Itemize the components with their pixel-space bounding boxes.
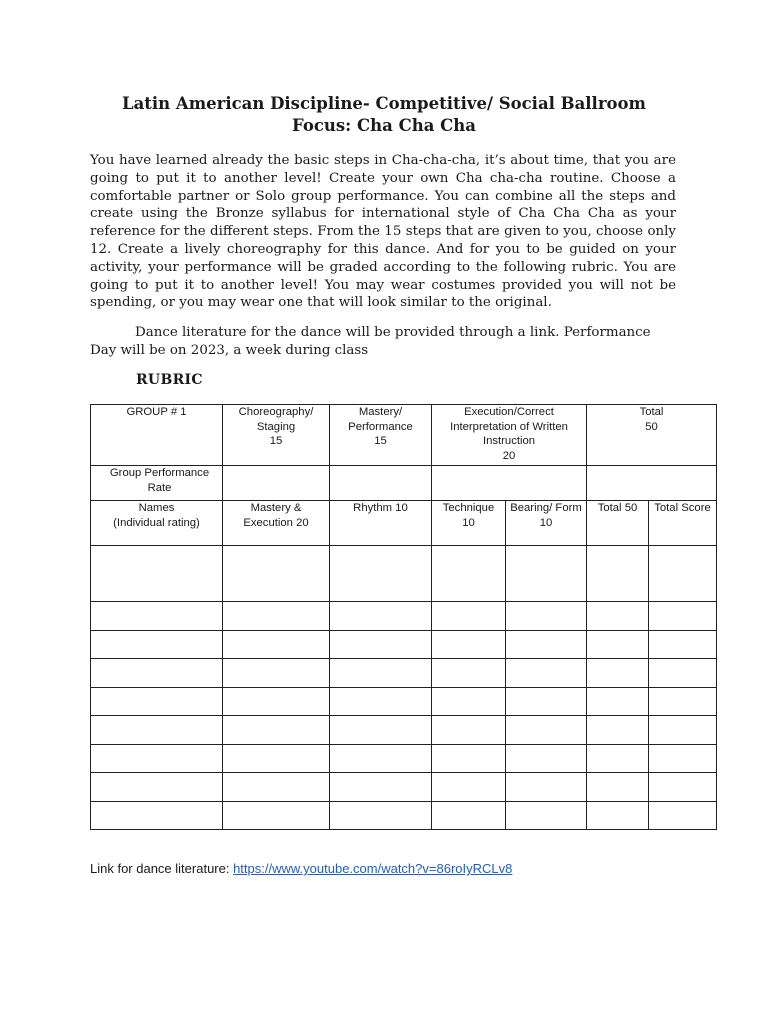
table-row bbox=[91, 773, 717, 802]
table-cell[interactable] bbox=[432, 466, 587, 501]
table-cell[interactable] bbox=[223, 773, 330, 802]
table-cell[interactable] bbox=[432, 631, 506, 659]
table-row bbox=[91, 688, 717, 716]
rubric-heading: RUBRIC bbox=[136, 372, 203, 388]
table-cell[interactable] bbox=[223, 716, 330, 745]
header-mastery-execution: Mastery & Execution 20 bbox=[223, 501, 330, 546]
table-cell[interactable] bbox=[506, 659, 587, 688]
table-cell[interactable] bbox=[506, 631, 587, 659]
table-row bbox=[91, 716, 717, 745]
table-row bbox=[91, 745, 717, 773]
table-cell[interactable] bbox=[649, 688, 717, 716]
table-cell[interactable] bbox=[649, 716, 717, 745]
table-cell[interactable] bbox=[330, 602, 432, 631]
table-cell[interactable] bbox=[330, 716, 432, 745]
table-cell[interactable] bbox=[587, 466, 717, 501]
table-cell[interactable] bbox=[91, 546, 223, 602]
group-performance-row bbox=[91, 466, 717, 501]
header-execution: Execution/Correct Interpretation of Written Instruction 20 bbox=[432, 405, 587, 466]
table-cell[interactable] bbox=[587, 602, 649, 631]
table-cell[interactable] bbox=[432, 659, 506, 688]
names-label: Names (Individual rating) bbox=[91, 501, 223, 546]
table-cell[interactable] bbox=[432, 745, 506, 773]
table-cell[interactable] bbox=[432, 602, 506, 631]
header-rhythm: Rhythm 10 bbox=[330, 501, 432, 546]
table-cell[interactable] bbox=[506, 745, 587, 773]
table-cell[interactable] bbox=[330, 659, 432, 688]
literature-paragraph: Dance literature for the dance will be provided through a link. Performance Day will be on 2023, a week during class bbox=[90, 325, 651, 358]
table-cell[interactable] bbox=[432, 773, 506, 802]
table-cell[interactable] bbox=[223, 659, 330, 688]
table-cell[interactable] bbox=[91, 802, 223, 830]
table-cell[interactable] bbox=[587, 631, 649, 659]
table-cell[interactable] bbox=[432, 688, 506, 716]
table-cell[interactable] bbox=[649, 745, 717, 773]
link-line bbox=[90, 860, 512, 877]
table-cell[interactable] bbox=[330, 688, 432, 716]
individual-header-row bbox=[91, 501, 717, 546]
table-cell[interactable] bbox=[649, 802, 717, 830]
table-cell[interactable] bbox=[587, 745, 649, 773]
link-label: Link for dance literature: bbox=[90, 861, 234, 876]
table-cell[interactable] bbox=[330, 802, 432, 830]
header-total: Total 50 bbox=[587, 405, 717, 466]
header-total-score: Total Score bbox=[649, 501, 717, 546]
table-cell[interactable] bbox=[649, 602, 717, 631]
table-cell[interactable] bbox=[91, 716, 223, 745]
table-row bbox=[91, 659, 717, 688]
table-cell[interactable] bbox=[432, 802, 506, 830]
table-row bbox=[91, 802, 717, 830]
table-cell[interactable] bbox=[506, 602, 587, 631]
group-performance-label: Group Performance Rate bbox=[91, 466, 223, 501]
table-cell[interactable] bbox=[506, 688, 587, 716]
header-technique: Technique 10 bbox=[432, 501, 506, 546]
document-title: Latin American Discipline- Competitive/ Social Ballroom bbox=[121, 94, 646, 113]
table-cell[interactable] bbox=[432, 716, 506, 745]
table-cell[interactable] bbox=[587, 716, 649, 745]
table-cell[interactable] bbox=[649, 773, 717, 802]
table-cell[interactable] bbox=[587, 688, 649, 716]
table-cell[interactable] bbox=[91, 745, 223, 773]
table-cell[interactable] bbox=[223, 602, 330, 631]
table-cell[interactable] bbox=[223, 546, 330, 602]
table-cell[interactable] bbox=[587, 546, 649, 602]
table-cell[interactable] bbox=[506, 716, 587, 745]
table-cell[interactable] bbox=[330, 631, 432, 659]
rubric-table bbox=[90, 404, 717, 830]
table-cell[interactable] bbox=[91, 688, 223, 716]
table-cell[interactable] bbox=[506, 546, 587, 602]
table-cell[interactable] bbox=[330, 773, 432, 802]
table-cell[interactable] bbox=[587, 773, 649, 802]
dance-literature-link[interactable]: https://www.youtube.com/watch?v=86roIyRCLv8 bbox=[233, 861, 513, 876]
group-label: GROUP # 1 bbox=[91, 405, 223, 466]
table-cell[interactable] bbox=[223, 688, 330, 716]
table-cell[interactable] bbox=[223, 745, 330, 773]
table-cell[interactable] bbox=[587, 659, 649, 688]
table-cell[interactable] bbox=[223, 466, 330, 501]
table-cell[interactable] bbox=[91, 659, 223, 688]
header-mastery: Mastery/ Performance 15 bbox=[330, 405, 432, 466]
instructions-paragraph: You have learned already the basic steps in Cha-cha-cha, it’s about time, that you are going to put it to another level! Create your own Cha cha-cha routine. Choose a comfortable partner or Solo group performance. You can combine all the steps and create using the Bronze syllabus for international style of Cha Cha Cha as your reference for the different steps. From the 15 steps that are given to you, choose only 12. Create a lively choreography for this dance. And for you to be guided on your activity, your performance will be graded according to the following rubric. You are going to put it to another level! You may wear costumes provided you will not be spending, or you may wear one that will look similar to the original. bbox=[90, 153, 676, 311]
header-choreography: Choreography/ Staging 15 bbox=[223, 405, 330, 466]
table-cell[interactable] bbox=[649, 659, 717, 688]
rubric-header-row bbox=[91, 405, 717, 466]
table-cell[interactable] bbox=[432, 546, 506, 602]
table-cell[interactable] bbox=[330, 546, 432, 602]
table-cell[interactable] bbox=[649, 546, 717, 602]
table-cell[interactable] bbox=[649, 631, 717, 659]
header-total-50: Total 50 bbox=[587, 501, 649, 546]
table-cell[interactable] bbox=[223, 631, 330, 659]
table-cell[interactable] bbox=[91, 773, 223, 802]
document-subtitle: Focus: Cha Cha Cha bbox=[292, 116, 476, 135]
table-row bbox=[91, 546, 717, 602]
table-row bbox=[91, 602, 717, 631]
header-bearing-form: Bearing/ Form 10 bbox=[506, 501, 587, 546]
table-cell[interactable] bbox=[506, 802, 587, 830]
table-cell[interactable] bbox=[91, 631, 223, 659]
table-cell[interactable] bbox=[330, 745, 432, 773]
table-cell[interactable] bbox=[587, 802, 649, 830]
table-cell[interactable] bbox=[91, 602, 223, 631]
table-cell[interactable] bbox=[330, 466, 432, 501]
table-row bbox=[91, 631, 717, 659]
table-cell[interactable] bbox=[223, 802, 330, 830]
table-cell[interactable] bbox=[506, 773, 587, 802]
